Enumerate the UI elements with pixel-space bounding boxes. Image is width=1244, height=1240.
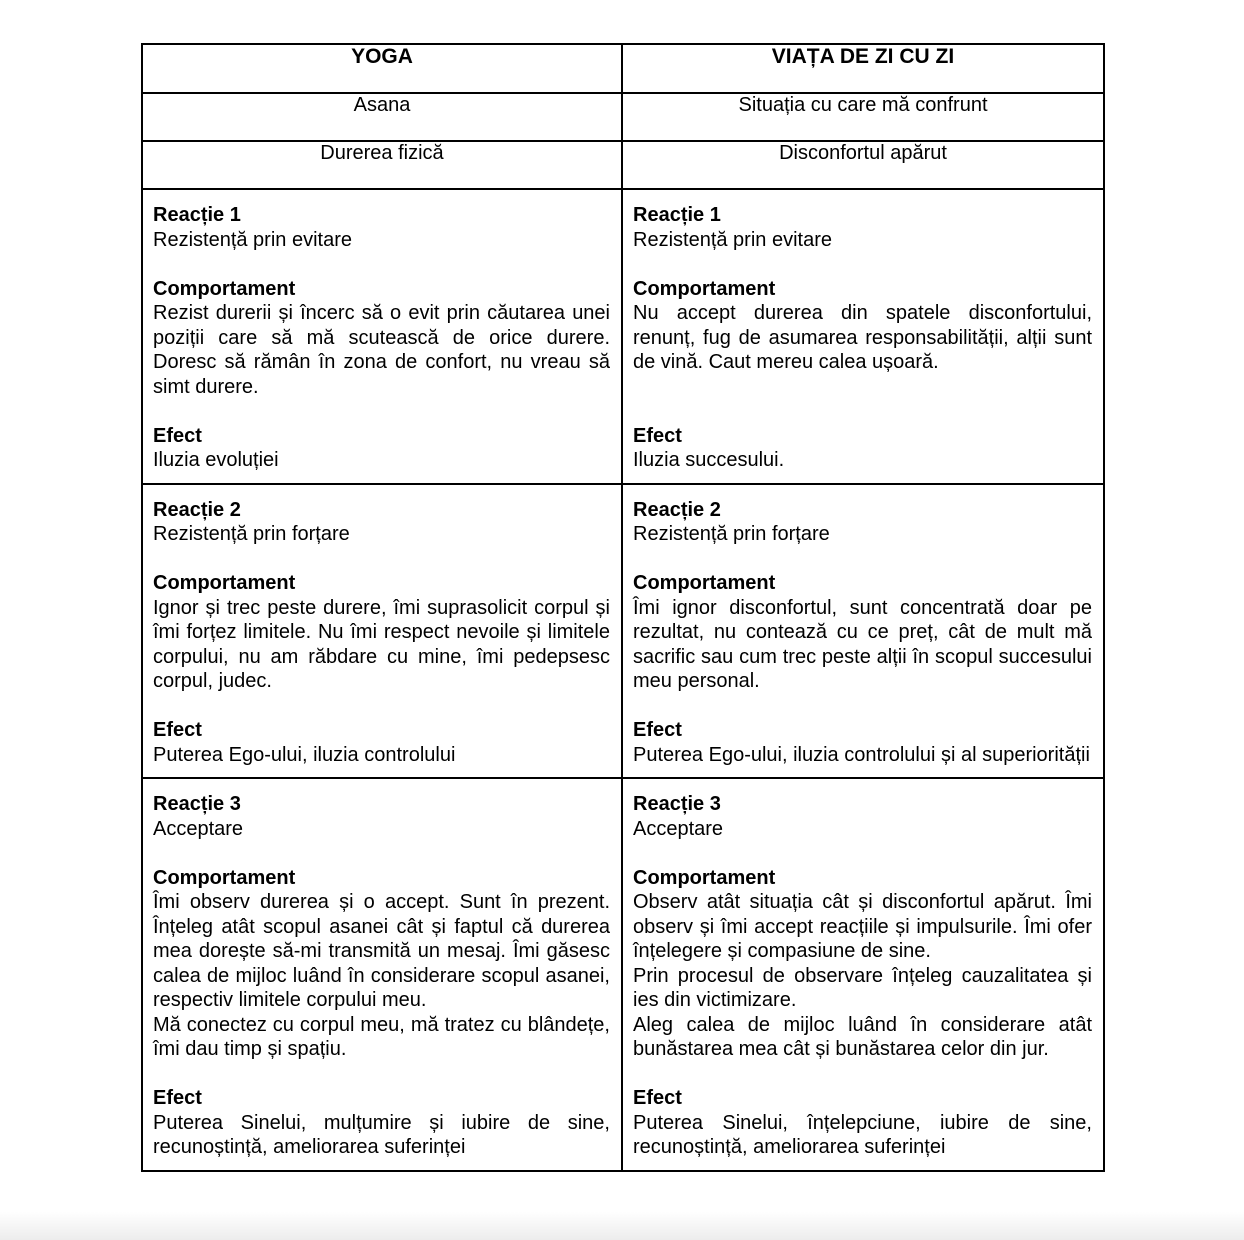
effect-label: Efect bbox=[633, 1087, 682, 1109]
header-yoga: YOGA bbox=[142, 44, 622, 93]
reaction-name: Acceptare bbox=[633, 817, 724, 840]
reaction-cell-yoga-1 bbox=[142, 189, 622, 484]
effect-label: Efect bbox=[153, 424, 202, 447]
behavior-paragraph: Rezist durerii și încerc să o evit prin căutarea unei poziții care să mă scutească de orice durere. Doresc să rămân în zona de confort, nu vreau să simt durere. bbox=[153, 302, 610, 398]
reaction-name: Rezistență prin evitare bbox=[153, 228, 352, 251]
page-bottom-shadow bbox=[0, 1212, 1244, 1240]
behavior-paragraph: Îmi observ durerea și o accept. Sunt în prezent. Înțeleg atât scopul asanei cât și faptul că durerea mea dorește să-mi transmită un mesaj. Îmi găsesc calea de mijloc luând în considerare scopul asanei, respectiv limitele corpului meu. bbox=[153, 891, 610, 1011]
reaction-row-1 bbox=[142, 189, 1104, 484]
behavior-label: Comportament bbox=[633, 866, 776, 889]
behavior-paragraph: Mă conectez cu corpul meu, mă tratez cu blândețe, îmi dau timp și spațiu. bbox=[153, 1013, 610, 1060]
reaction-row-3 bbox=[142, 778, 1104, 1171]
reaction-title: Reacție 1 bbox=[153, 204, 241, 226]
behavior-label: Comportament bbox=[153, 866, 296, 889]
behavior-text bbox=[633, 596, 1092, 694]
behavior-text bbox=[633, 890, 1092, 1062]
comparison-table bbox=[141, 43, 1105, 1172]
reaction-title: Reacție 3 bbox=[633, 793, 721, 815]
behavior-label: Comportament bbox=[153, 572, 296, 594]
discomfort-cell: Disconfortul apărut bbox=[622, 141, 1104, 189]
behavior-paragraph: Ignor și trec peste durere, îmi suprasolicit corpul și îmi forțez limitele. Nu îmi respect nevoile și limitele corpului, nu am răbdare cu mine, îmi pedepsesc corpul, judec. bbox=[153, 596, 610, 692]
pain-row bbox=[142, 141, 1104, 189]
behavior-label: Comportament bbox=[153, 277, 296, 300]
effect-text: Iluzia evoluției bbox=[153, 449, 279, 471]
behavior-paragraph: Prin procesul de observare înțeleg cauzalitatea și ies din victimizare. bbox=[633, 964, 1092, 1011]
reaction-cell-yoga-3 bbox=[142, 778, 622, 1171]
behavior-text bbox=[153, 596, 610, 694]
reaction-name: Acceptare bbox=[153, 817, 244, 840]
effect-text: Puterea Sinelui, mulțumire și iubire de sine, recunoștință, ameliorarea suferinței bbox=[153, 1111, 610, 1158]
reaction-title: Reacție 2 bbox=[153, 498, 241, 521]
header-daily-life: VIAȚA DE ZI CU ZI bbox=[622, 44, 1104, 93]
asana-row bbox=[142, 93, 1104, 141]
behavior-paragraph: Îmi ignor disconfortul, sunt concentrată doar pe rezultat, nu contează cu ce preț, cât de mult mă sacrific sau cum trec peste alții în scopul succesului meu personal. bbox=[633, 596, 1092, 692]
reaction-cell-life-1 bbox=[622, 189, 1104, 484]
effect-label: Efect bbox=[633, 424, 682, 447]
behavior-paragraph: Aleg calea de mijloc luând în considerare atât bunăstarea mea cât și bunăstarea celor din jur. bbox=[633, 1013, 1092, 1060]
effect-label: Efect bbox=[153, 719, 202, 741]
asana-cell: Asana bbox=[142, 93, 622, 141]
reaction-cell-yoga-2 bbox=[142, 484, 622, 779]
behavior-label: Comportament bbox=[633, 277, 776, 300]
behavior-paragraph: Nu accept durerea din spatele disconfortului, renunț, fug de asumarea responsabilității, alții sunt de vină. Caut mereu calea ușoară. bbox=[633, 302, 1092, 373]
behavior-text bbox=[633, 301, 1092, 375]
behavior-text bbox=[153, 301, 610, 399]
effect-text: Puterea Sinelui, înțelepciune, iubire de sine, recunoștință, ameliorarea suferinței bbox=[633, 1111, 1092, 1158]
reaction-name: Rezistență prin forțare bbox=[153, 523, 350, 545]
behavior-text bbox=[153, 890, 610, 1062]
reaction-cell-life-3 bbox=[622, 778, 1104, 1171]
reaction-name: Rezistență prin evitare bbox=[633, 228, 832, 251]
reaction-title: Reacție 3 bbox=[153, 793, 241, 815]
situation-cell: Situația cu care mă confrunt bbox=[622, 93, 1104, 141]
behavior-label: Comportament bbox=[633, 572, 776, 594]
reaction-name: Rezistență prin forțare bbox=[633, 523, 830, 545]
reaction-row-2 bbox=[142, 484, 1104, 779]
reaction-cell-life-2 bbox=[622, 484, 1104, 779]
effect-text: Iluzia succesului. bbox=[633, 449, 785, 471]
behavior-paragraph: Observ atât situația cât și disconfortul apărut. Îmi observ și îmi accept reacțiile și impulsurile. Îmi ofer înțelegere și compasiune de sine. bbox=[633, 891, 1092, 962]
header-row bbox=[142, 44, 1104, 93]
reaction-title: Reacție 2 bbox=[633, 498, 721, 521]
effect-text: Puterea Ego-ului, iluzia controlului bbox=[153, 743, 456, 766]
effect-text: Puterea Ego-ului, iluzia controlului și al superiorității bbox=[633, 743, 1090, 766]
physical-pain-cell: Durerea fizică bbox=[142, 141, 622, 189]
effect-label: Efect bbox=[633, 719, 682, 741]
effect-label: Efect bbox=[153, 1087, 202, 1109]
reaction-title: Reacție 1 bbox=[633, 204, 721, 226]
